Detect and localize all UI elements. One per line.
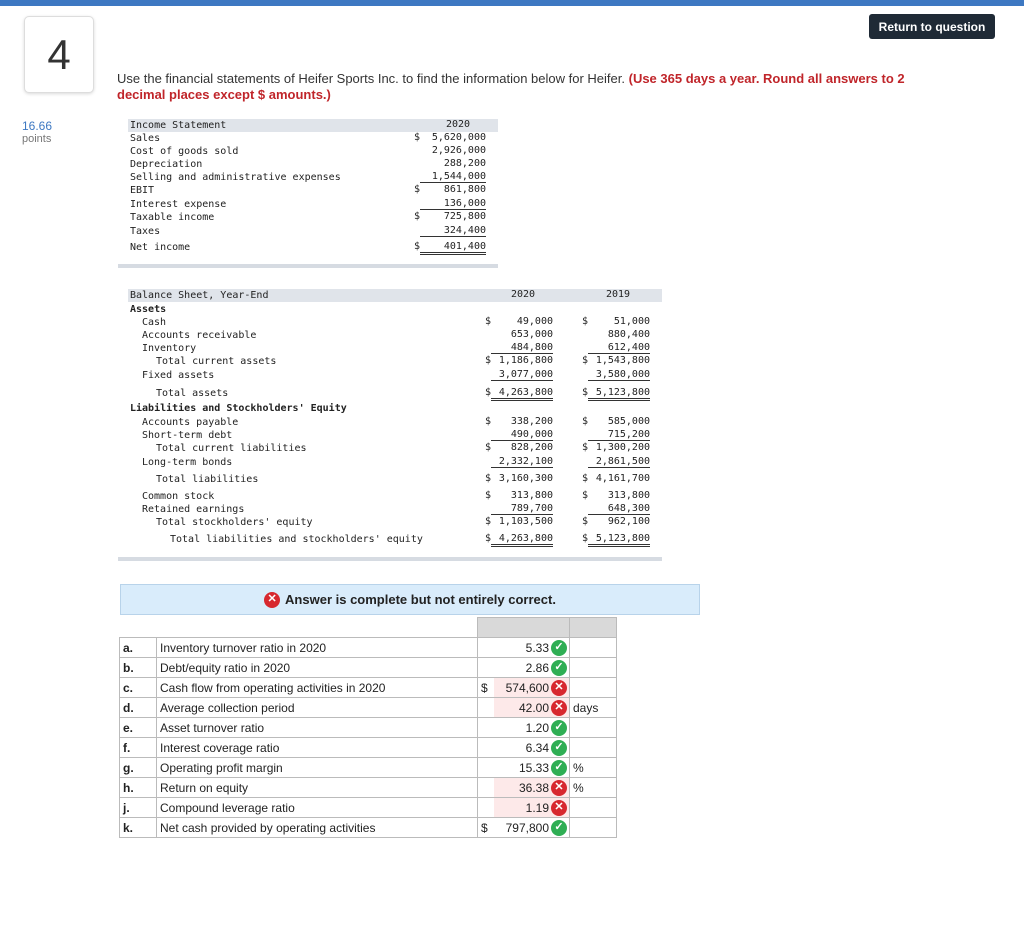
assets-heading: Assets [130, 304, 167, 315]
answer-value[interactable]: 36.38 [518, 780, 549, 795]
balance-dollar-2020: $ [484, 516, 491, 527]
balance-row-label: Accounts payable [142, 417, 239, 428]
answer-unit: % [570, 778, 617, 798]
answer-value[interactable]: 1.19 [525, 800, 549, 815]
return-to-question-button[interactable]: Return to question [869, 14, 995, 39]
answer-dollar-sign [478, 778, 495, 798]
balance-value-2019: 51,000 [613, 316, 650, 327]
balance-value-2020: 484,800 [491, 342, 553, 354]
balance-value-2020: 2,332,100 [491, 456, 553, 468]
answer-unit [570, 638, 617, 658]
prompt-instructions: (Use 365 days a year. Round all answers to 2 decimal places except $ amounts.) [117, 71, 905, 102]
balance-row-label: Common stock [142, 491, 215, 502]
income-title: Income Statement [130, 120, 227, 131]
balance-dollar-2019: $ [581, 416, 588, 427]
answer-description: Net cash provided by operating activities [157, 818, 478, 838]
balance-dollar-2020: $ [484, 416, 491, 427]
answer-description: Return on equity [157, 778, 478, 798]
answer-unit: % [570, 758, 617, 778]
income-row-dollar: $ [413, 241, 420, 252]
balance-dollar-2019: $ [581, 355, 588, 366]
question-number: 4 [47, 30, 71, 78]
correct-check-icon: ✓ [551, 720, 567, 736]
balance-sheet-table [128, 289, 662, 564]
balance-value-2020: 1,186,800 [498, 355, 553, 366]
answer-row [120, 818, 617, 838]
balance-value-2020: 828,200 [510, 442, 553, 453]
balance-year-2019: 2019 [605, 289, 631, 300]
balance-year-2020: 2020 [510, 289, 536, 300]
balance-value-2020: 490,000 [491, 429, 553, 441]
answer-letter: f. [120, 738, 157, 758]
balance-row-label: Total liabilities [156, 474, 259, 485]
income-year: 2020 [445, 119, 471, 130]
answer-description: Cash flow from operating activities in 2020 [157, 678, 478, 698]
correct-check-icon: ✓ [551, 760, 567, 776]
answer-dollar-sign: $ [478, 818, 495, 838]
incorrect-x-icon: ✕ [551, 700, 567, 716]
balance-row-label: Inventory [142, 343, 197, 354]
answer-letter: d. [120, 698, 157, 718]
answer-value[interactable]: 2.86 [525, 660, 549, 675]
answer-dollar-sign [478, 758, 495, 778]
answer-row [120, 718, 617, 738]
balance-value-2019: 4,161,700 [595, 473, 650, 484]
balance-value-2019: 1,543,800 [595, 355, 650, 366]
correct-check-icon: ✓ [551, 640, 567, 656]
balance-value-2020: 653,000 [510, 329, 553, 340]
balance-row-label: Short-term debt [142, 430, 233, 441]
correct-check-icon: ✓ [551, 820, 567, 836]
balance-value-2020: 3,160,300 [498, 473, 553, 484]
balance-value-2020: 4,263,800 [491, 387, 553, 401]
answer-unit [570, 678, 617, 698]
balance-dollar-2020: $ [484, 387, 491, 398]
answer-value-cell[interactable] [494, 658, 570, 678]
balance-row-label: Total stockholders' equity [156, 517, 313, 528]
balance-value-2019: 648,300 [588, 503, 650, 515]
balance-value-2019: 3,580,000 [588, 369, 650, 381]
answer-value-cell[interactable] [494, 698, 570, 718]
income-row-label: Taxes [130, 226, 161, 237]
balance-title: Balance Sheet, Year-End [130, 290, 269, 301]
answer-value-cell[interactable] [494, 818, 570, 838]
balance-dollar-2019: $ [581, 387, 588, 398]
balance-value-2019: 612,400 [588, 342, 650, 354]
income-row-label: Selling and administrative expenses [130, 172, 341, 183]
income-row-value: 2,926,000 [431, 145, 486, 156]
income-row-dollar: $ [413, 211, 420, 222]
answer-value-cell[interactable] [494, 798, 570, 818]
answer-description: Asset turnover ratio [157, 718, 478, 738]
answer-value[interactable]: 6.34 [525, 740, 549, 755]
balance-value-2019: 5,123,800 [588, 533, 650, 547]
answer-letter: b. [120, 658, 157, 678]
answer-row [120, 638, 617, 658]
answer-row [120, 758, 617, 778]
answer-description: Inventory turnover ratio in 2020 [157, 638, 478, 658]
income-row-label: EBIT [130, 185, 155, 196]
balance-dollar-2020: $ [484, 533, 491, 544]
answer-value-cell[interactable] [494, 738, 570, 758]
balance-value-2019: 715,200 [588, 429, 650, 441]
income-row-label: Net income [130, 242, 191, 253]
answer-letter: j. [120, 798, 157, 818]
answer-letter: g. [120, 758, 157, 778]
answer-dollar-sign [478, 718, 495, 738]
balance-value-2019: 585,000 [607, 416, 650, 427]
balance-row-label: Long-term bonds [142, 457, 233, 468]
answer-value[interactable]: 797,800 [505, 820, 549, 835]
balance-value-2020: 1,103,500 [498, 516, 553, 527]
correct-check-icon: ✓ [551, 740, 567, 756]
correct-check-icon: ✓ [551, 660, 567, 676]
balance-row-label: Total assets [156, 388, 229, 399]
answer-value-cell[interactable] [494, 718, 570, 738]
answer-value[interactable]: 42.00 [518, 700, 549, 715]
answer-value-cell[interactable] [494, 758, 570, 778]
answer-unit [570, 738, 617, 758]
feedback-banner [120, 584, 700, 615]
balance-dollar-2019: $ [581, 442, 588, 453]
balance-dollar-2020: $ [484, 442, 491, 453]
incorrect-x-icon: ✕ [551, 680, 567, 696]
balance-row-label: Total current assets [156, 356, 277, 367]
income-row-value: 725,800 [443, 211, 486, 222]
answer-row [120, 738, 617, 758]
balance-row-label: Total liabilities and stockholders' equity [170, 534, 423, 545]
answer-dollar-sign [478, 698, 495, 718]
balance-value-2019: 5,123,800 [588, 387, 650, 401]
answer-description: Debt/equity ratio in 2020 [157, 658, 478, 678]
balance-dollar-2019: $ [581, 316, 588, 327]
balance-row-label: Accounts receivable [142, 330, 257, 341]
balance-dollar-2019: $ [581, 473, 588, 484]
balance-value-2019: 313,800 [607, 490, 650, 501]
answer-unit [570, 818, 617, 838]
answer-unit [570, 718, 617, 738]
answer-unit [570, 798, 617, 818]
income-row-value: 324,400 [420, 225, 486, 237]
income-row-value: 1,544,000 [420, 171, 486, 183]
income-row-label: Depreciation [130, 159, 203, 170]
answer-dollar-sign [478, 738, 495, 758]
income-statement-table [128, 119, 498, 269]
top-accent-bar [0, 0, 1024, 6]
income-row-label: Interest expense [130, 199, 227, 210]
balance-value-2020: 4,263,800 [491, 533, 553, 547]
balance-row-label: Retained earnings [142, 504, 245, 515]
incorrect-x-icon: ✕ [551, 800, 567, 816]
answer-description: Operating profit margin [157, 758, 478, 778]
income-row-value: 861,800 [443, 184, 486, 195]
balance-value-2020: 49,000 [516, 316, 553, 327]
income-row-label: Taxable income [130, 212, 215, 223]
answer-dollar-sign [478, 638, 495, 658]
points-info [22, 120, 52, 146]
balance-dollar-2019: $ [581, 516, 588, 527]
balance-value-2019: 880,400 [607, 329, 650, 340]
points-label: points [22, 133, 52, 145]
question-number-badge [24, 16, 94, 93]
income-row-label: Sales [130, 133, 161, 144]
answer-letter: e. [120, 718, 157, 738]
income-bottom-rule [118, 264, 498, 268]
answer-unit: days [570, 698, 617, 718]
answer-value[interactable]: 15.33 [518, 760, 549, 775]
answer-letter: h. [120, 778, 157, 798]
balance-value-2020: 789,700 [491, 503, 553, 515]
balance-value-2019: 1,300,200 [595, 442, 650, 453]
answer-row [120, 698, 617, 718]
income-row-dollar: $ [413, 184, 420, 195]
balance-value-2019: 962,100 [607, 516, 650, 527]
question-prompt [117, 71, 947, 103]
balance-row-label: Fixed assets [142, 370, 215, 381]
points-value: 16.66 [22, 119, 53, 133]
balance-dollar-2020: $ [484, 316, 491, 327]
answer-row [120, 678, 617, 698]
income-row-dollar: $ [413, 132, 420, 143]
balance-value-2020: 3,077,000 [491, 369, 553, 381]
balance-row-label: Cash [142, 317, 167, 328]
income-row-value: 288,200 [443, 158, 486, 169]
income-row-label: Cost of goods sold [130, 146, 239, 157]
answer-dollar-sign [478, 798, 495, 818]
answers-header-row [120, 618, 617, 638]
balance-value-2020: 313,800 [510, 490, 553, 501]
answer-value-cell[interactable] [494, 778, 570, 798]
income-row-value: 5,620,000 [431, 132, 486, 143]
balance-dollar-2020: $ [484, 473, 491, 484]
balance-value-2020: 338,200 [510, 416, 553, 427]
answer-value[interactable]: 5.33 [525, 640, 549, 655]
balance-bottom-rule [118, 557, 662, 561]
incorrect-icon: ✕ [264, 592, 280, 608]
balance-dollar-2020: $ [484, 490, 491, 501]
answers-table [119, 617, 617, 838]
answer-value-cell[interactable] [494, 678, 570, 698]
answer-row [120, 778, 617, 798]
prompt-text: Use the financial statements of Heifer Sports Inc. to find the information below for Heifer. [117, 71, 625, 86]
balance-row-label: Total current liabilities [156, 443, 307, 454]
answer-letter: k. [120, 818, 157, 838]
answer-letter: c. [120, 678, 157, 698]
balance-value-2019: 2,861,500 [588, 456, 650, 468]
income-row-value: 401,400 [420, 241, 486, 255]
answer-dollar-sign [478, 658, 495, 678]
answer-description: Compound leverage ratio [157, 798, 478, 818]
answer-row [120, 798, 617, 818]
answer-row [120, 658, 617, 678]
balance-dollar-2019: $ [581, 533, 588, 544]
answer-description: Average collection period [157, 698, 478, 718]
answer-value-cell[interactable] [494, 638, 570, 658]
incorrect-x-icon: ✕ [551, 780, 567, 796]
liabilities-heading: Liabilities and Stockholders' Equity [130, 403, 347, 414]
answer-dollar-sign: $ [478, 678, 495, 698]
balance-dollar-2019: $ [581, 490, 588, 501]
answer-value[interactable]: 574,600 [505, 680, 549, 695]
feedback-text: Answer is complete but not entirely correct. [285, 592, 556, 607]
balance-dollar-2020: $ [484, 355, 491, 366]
answer-unit [570, 658, 617, 678]
answer-description: Interest coverage ratio [157, 738, 478, 758]
answer-value[interactable]: 1.20 [525, 720, 549, 735]
answer-letter: a. [120, 638, 157, 658]
income-row-value: 136,000 [420, 198, 486, 210]
